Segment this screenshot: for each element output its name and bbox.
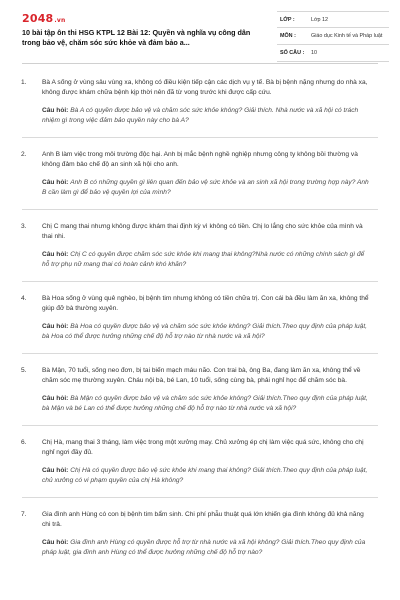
meta-label: MÔN : (280, 33, 296, 39)
item-number: 3. (21, 223, 27, 230)
item-scenario: Gia đình anh Hùng có con bị bệnh tim bẩm sinh. Chi phí phẫu thuật quá lớn khiến gia đình không đủ khả năng chi trả. (42, 511, 364, 528)
question-label: Câu hỏi: (42, 251, 69, 258)
question-item-7 (0, 510, 400, 558)
header-divider (22, 63, 378, 64)
question-label: Câu hỏi: (42, 179, 69, 186)
document-title: 10 bài tập ôn thi HSG KTPL 12 Bài 12: Quyền và nghĩa vụ công dân trong bảo vệ, chăm sóc sức khỏe và đảm bảo a... (22, 28, 251, 47)
question-label: Câu hỏi: (42, 107, 69, 114)
item-scenario: Bà Hoa sống ở vùng quê nghèo, bị bệnh tim nhưng không có tiền chữa trị. Con cái bà đều làm ăn xa, không thể giúp đỡ bà thường xuyên. (42, 295, 369, 312)
question-label: Câu hỏi: (42, 323, 69, 330)
meta-table (277, 11, 389, 62)
item-divider (22, 137, 378, 138)
item-divider (22, 209, 378, 210)
item-question (42, 250, 372, 270)
item-number: 6. (21, 439, 27, 446)
item-scenario: Anh B làm việc trong môi trường độc hại. Anh bị mắc bệnh nghề nghiệp nhưng công ty không bồi thường và không đảm bảo chế độ an sinh xã hội cho anh. (42, 151, 358, 168)
item-scenario: Chị Hà, mang thai 3 tháng, làm việc trong một xưởng may. Chủ xưởng ép chị làm việc quá sức, không cho chị nghỉ ngơi đầy đủ. (42, 439, 364, 456)
item-question (42, 466, 372, 486)
question-label: Câu hỏi: (42, 395, 69, 402)
item-number: 4. (21, 295, 27, 302)
question-text: Bà Hoa có quyền được bảo vệ và chăm sóc sức khỏe không? Giải thích.Theo quy định của pháp luật, bà Hoa có thể được hưởng những chế độ hỗ trợ nào từ nhà nước và xã hội? (42, 323, 368, 340)
item-divider (22, 497, 378, 498)
item-question (42, 106, 372, 126)
logo-suffix: .vn (54, 17, 66, 24)
item-question (42, 538, 372, 558)
meta-row-class (277, 11, 389, 28)
question-text: Gia đình anh Hùng có quyền được hỗ trợ từ nhà nước và xã hội không? Giải thích.Theo quy định của pháp luật, gia đình anh Hùng có thể được hưởng những chế độ hỗ trợ nào? (42, 539, 366, 556)
item-scenario: Chị C mang thai nhưng không được khám thai định kỳ vì không có tiền. Chị lo lắng cho sức khỏe của mình và thai nhi. (42, 223, 363, 240)
question-text: Anh B có những quyền gì liên quan đến bảo vệ sức khỏe và an sinh xã hội trong trường hợp này? Anh B cần làm gì để bảo vệ quyền lợi của mình? (42, 179, 369, 196)
item-number: 2. (21, 151, 27, 158)
question-label: Câu hỏi: (42, 539, 69, 546)
question-item-4 (0, 294, 400, 342)
item-divider (22, 353, 378, 354)
question-item-1 (0, 78, 400, 126)
question-item-3 (0, 222, 400, 270)
page-header (0, 0, 400, 62)
meta-row-count (277, 45, 389, 62)
meta-value: 10 (311, 50, 317, 56)
meta-value: Giáo dục Kinh tế và Pháp luật (311, 33, 383, 39)
question-text: Bà Mận có quyền được bảo vệ và chăm sóc sức khỏe không? Giải thích.Theo quy định của pháp luật, bà Mận và bé Lan có thể được hưởng những chế độ hỗ trợ nào từ nhà nước và xã hội? (42, 395, 368, 412)
question-item-2 (0, 150, 400, 198)
question-text: Chị Hà có quyền được bảo vệ sức khỏe khi mang thai không? Giải thích.Theo quy định của pháp luật, chủ xưởng có vi phạm quyền của chị Hà không? (42, 467, 368, 484)
site-logo[interactable] (22, 12, 65, 25)
meta-row-subject (277, 28, 389, 45)
question-label: Câu hỏi: (42, 467, 69, 474)
item-number: 5. (21, 367, 27, 374)
question-item-5 (0, 366, 400, 414)
question-item-6 (0, 438, 400, 486)
meta-label: SỐ CÂU : (280, 50, 305, 56)
item-number: 1. (21, 79, 27, 86)
item-scenario: Bà A sống ở vùng sâu vùng xa, không có điều kiện tiếp cận các dịch vụ y tế. Bà bị bệnh nặng nhưng do nhà xa, không được khám chữa bệnh kịp thời nên đã từ vong trước khi được cấp cứu. (42, 79, 368, 96)
meta-label: LỚP : (280, 16, 295, 23)
item-question (42, 322, 372, 342)
item-number: 7. (21, 511, 27, 518)
question-list (0, 78, 400, 600)
logo-text: 2048 (22, 12, 54, 25)
meta-value: Lớp 12 (311, 16, 329, 23)
item-scenario: Bà Mận, 70 tuổi, sống neo đơn, bị tai biến mạch máu não. Con trai bà, ông Ba, đang làm ăn xa, không thể về chăm sóc mẹ thường xuyên. Cháu nội bà, bé Lan, 10 tuổi, sống cùng bà, phải nghỉ học để chăm sóc bà. (42, 367, 361, 384)
item-question (42, 178, 372, 198)
item-divider (22, 281, 378, 282)
item-question (42, 394, 372, 414)
question-text: Chị C có quyền được chăm sóc sức khỏe khi mang thai không?Nhà nước có những chính sách gì để hỗ trợ phụ nữ mang thai có hoàn cảnh khó khăn? (42, 251, 365, 268)
question-text: Bà A có quyền được bảo vệ và chăm sóc sức khỏe không? Giải thích. Nhà nước và xã hội có trách nhiệm gì trong việc đảm bảo quyền này cho bà A? (42, 107, 359, 124)
item-divider (22, 425, 378, 426)
